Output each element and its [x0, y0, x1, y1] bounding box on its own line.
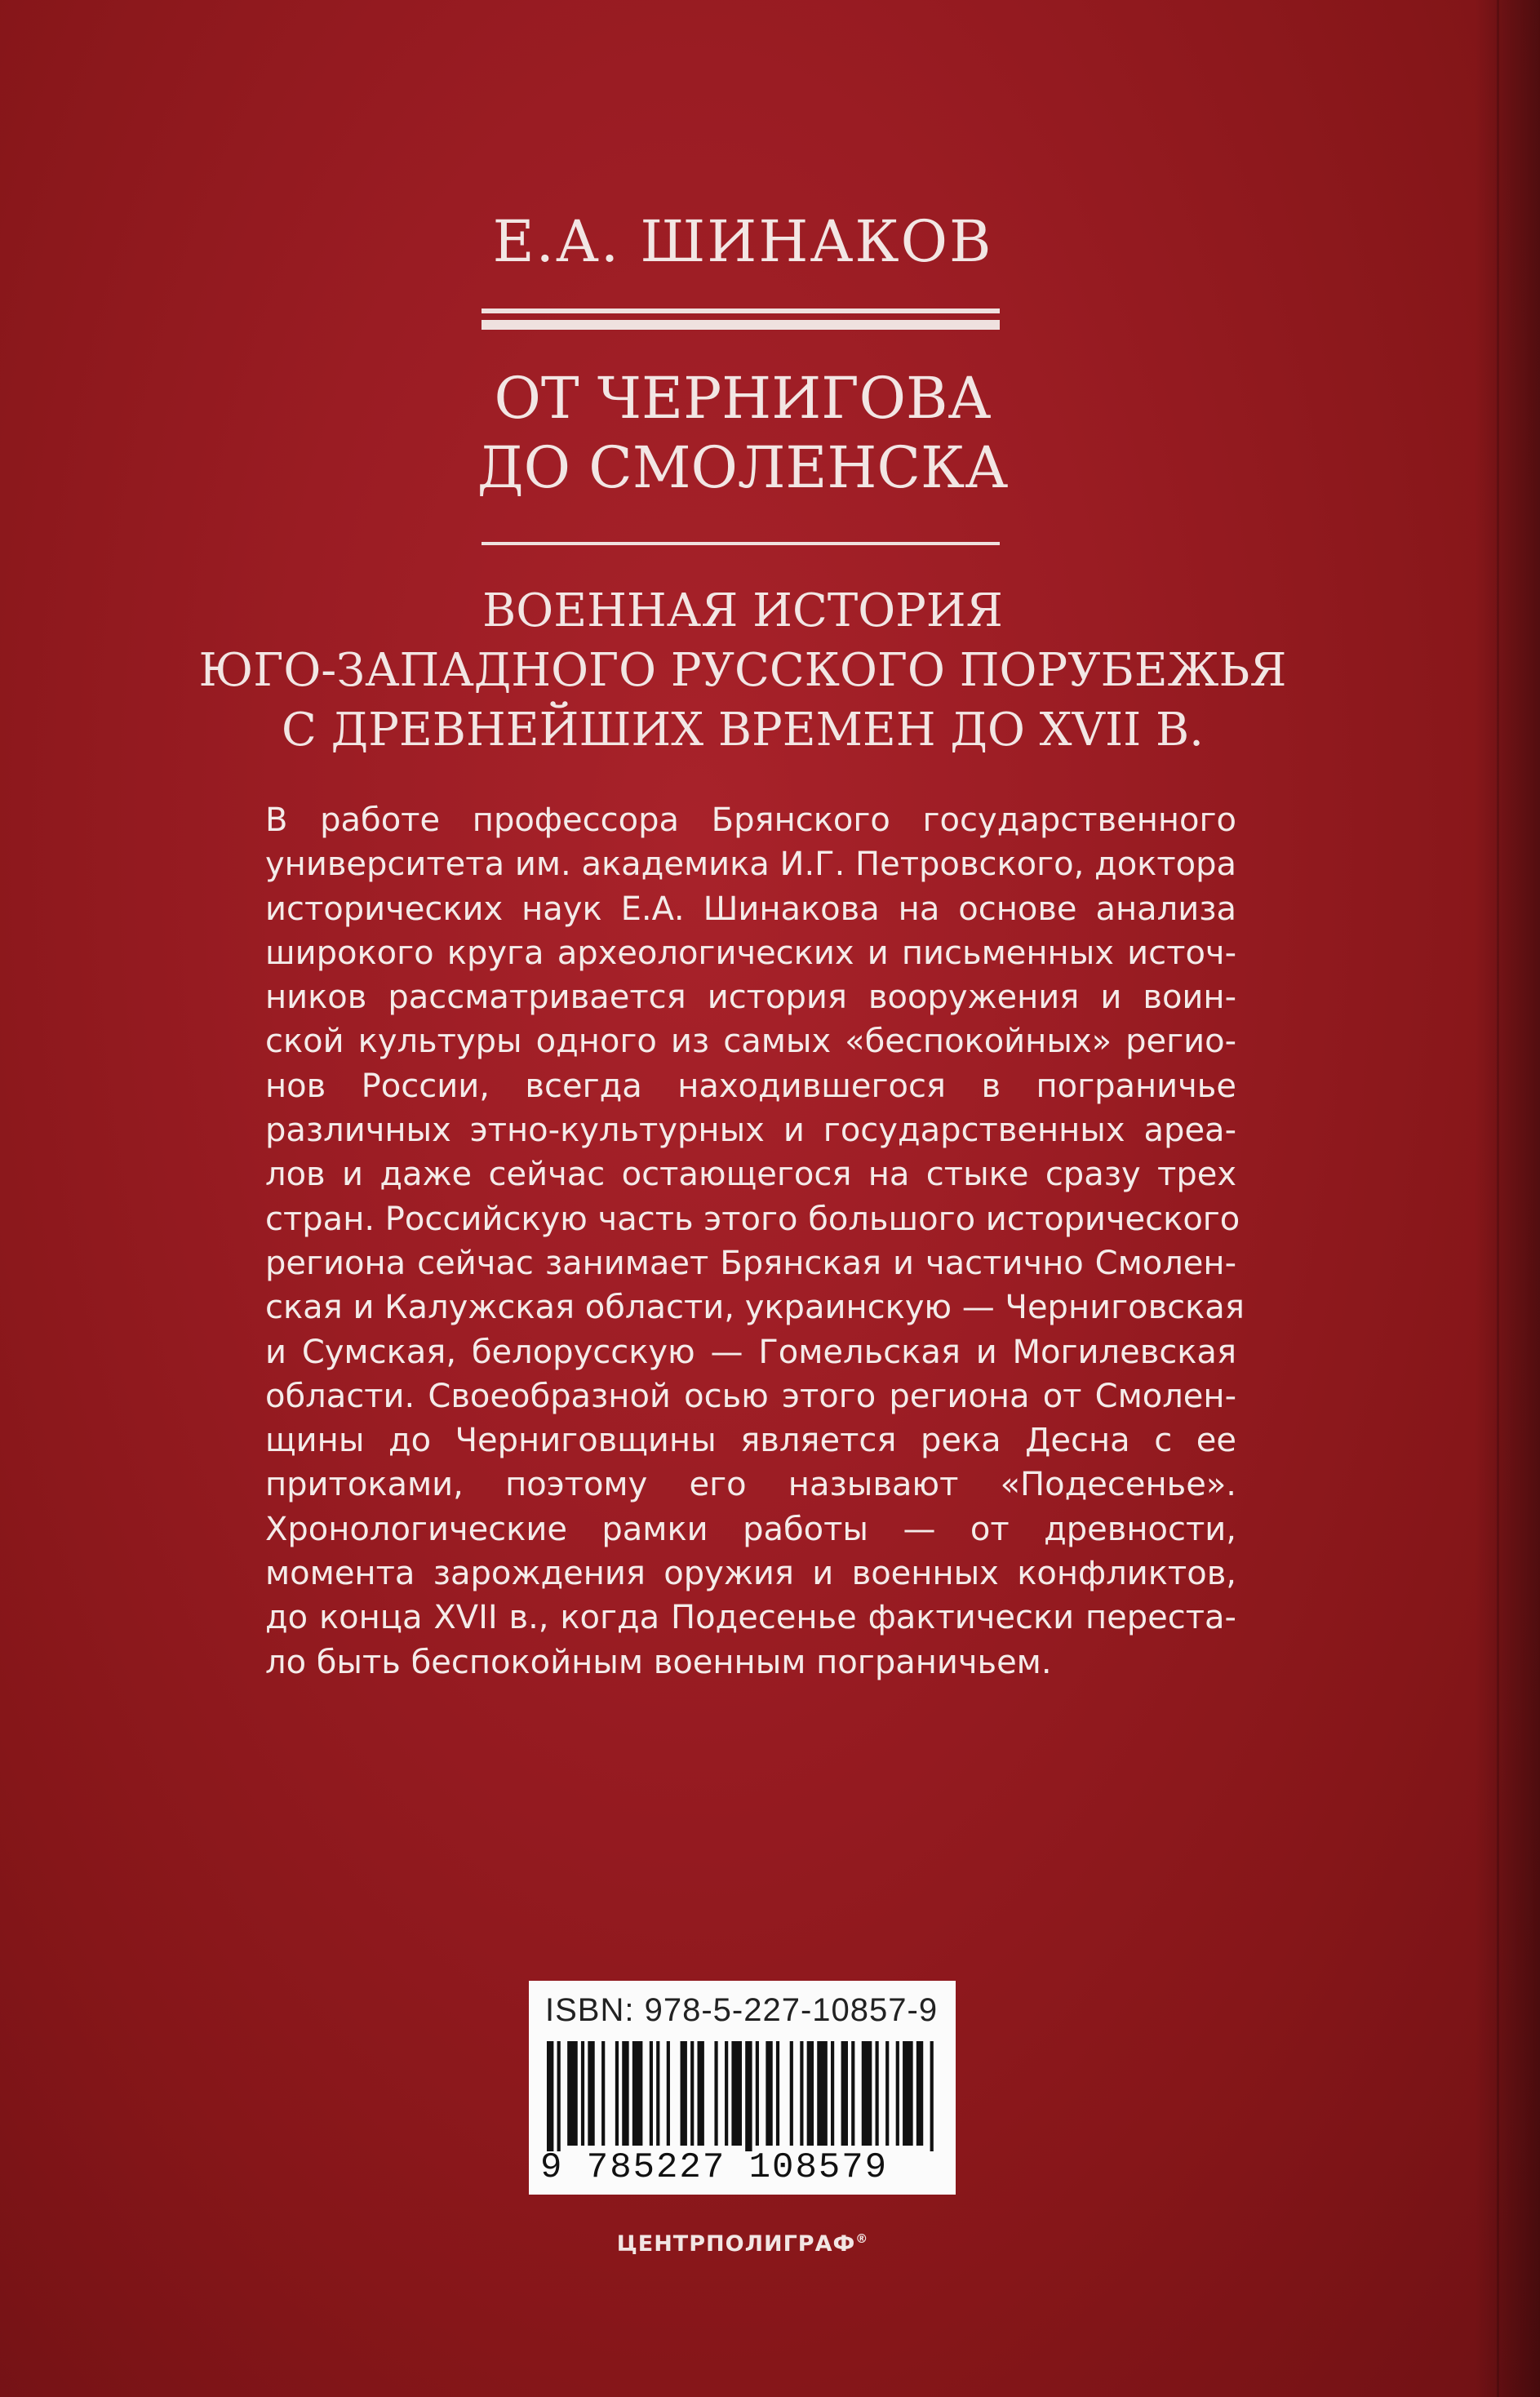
- publisher-name: ЦЕНТРПОЛИГРАФ: [616, 2231, 856, 2257]
- publisher-logo: [0, 2231, 1485, 2257]
- barcode-bar: [766, 2041, 772, 2146]
- subtitle-line: ЮГО-ЗАПАДНОГО РУССКОГО ПОРУБЕЖЬЯ: [198, 644, 1287, 697]
- annotation-line: щины до Черниговщины является река Десна с ее: [265, 1422, 1236, 1460]
- barcode-bar: [930, 2041, 934, 2151]
- book-title: [0, 364, 1485, 503]
- barcode-bar: [807, 2041, 814, 2146]
- barcode-bar: [714, 2041, 717, 2146]
- barcode-bar: [776, 2041, 779, 2146]
- annotation-line: момента зарождения оружия и военных конфликтов,: [265, 1555, 1236, 1593]
- annotation-line: ников рассматривается история вооружения и воин-: [265, 979, 1236, 1017]
- barcode-bar: [841, 2041, 848, 2146]
- annotation-line: стран. Российскую часть этого большого исторического: [265, 1200, 1240, 1238]
- annotation-line: лов и даже сейчас остающегося на стыке сразу трех: [265, 1156, 1236, 1194]
- barcode-bar: [903, 2041, 913, 2146]
- barcode-bar: [745, 2041, 752, 2151]
- barcode-bar: [885, 2041, 889, 2146]
- barcode-bar: [547, 2041, 553, 2151]
- barcode-bar: [581, 2041, 584, 2146]
- barcode-bar: [632, 2041, 643, 2146]
- annotation-line: различных этно-культурных и государственных ареа-: [265, 1112, 1236, 1150]
- annotation-line: Хронологические рамки работы — от древности,: [265, 1510, 1236, 1548]
- spine-shadow: [1475, 0, 1540, 2397]
- annotation-line: региона сейчас занимает Брянская и частично Смолен-: [265, 1244, 1236, 1282]
- annotation-line: нов России, всегда находившегося в пограничье: [265, 1067, 1236, 1105]
- barcode-bar: [916, 2041, 923, 2146]
- barcode-bar: [817, 2041, 828, 2146]
- barcode-bar: [588, 2041, 594, 2146]
- subtitle-line: ВОЕННАЯ ИСТОРИЯ: [482, 584, 1003, 637]
- barcode-bar: [862, 2041, 872, 2146]
- annotation-line: исторических наук Е.А. Шинакова на основе анализа: [265, 890, 1236, 928]
- barcode-bar: [876, 2041, 879, 2146]
- book-subtitle: [0, 581, 1485, 760]
- barcode-bar: [697, 2041, 703, 2146]
- barcode-bar: [831, 2041, 834, 2146]
- annotation-line: ская и Калужская области, украинскую — Черниговская: [265, 1289, 1245, 1327]
- barcode-bar: [800, 2041, 803, 2146]
- barcode-bar: [851, 2041, 854, 2146]
- annotation-line: и Сумская, белорусскую — Гомельская и Могилевская: [265, 1333, 1236, 1371]
- annotation-line: университета им. академика И.Г. Петровского, доктора: [265, 846, 1236, 884]
- board-edge: [1497, 0, 1499, 2397]
- barcode-bar: [725, 2041, 728, 2146]
- annotation-line: до конца XVII в., когда Подесенье фактически переста-: [265, 1599, 1236, 1637]
- author-name: Е.А. ШИНАКОВ: [492, 208, 993, 275]
- barcode-bar: [690, 2041, 694, 2146]
- barcode-bar: [681, 2041, 687, 2146]
- annotation-line: притоками, поэтому его называют «Подесенье».: [265, 1466, 1236, 1504]
- barcode: [547, 2041, 937, 2151]
- title-line: ОТ ЧЕРНИГОВА: [494, 365, 992, 432]
- double-rule-divider: [482, 309, 1000, 330]
- annotation-line: ской культуры одного из самых «беспокойных» регио-: [265, 1023, 1236, 1061]
- barcode-digits: 9 785227 108579: [540, 2147, 889, 2188]
- barcode-bar: [650, 2041, 653, 2146]
- barcode-bar: [615, 2041, 619, 2146]
- barcode-bar: [601, 2041, 605, 2146]
- barcode-bar: [667, 2041, 670, 2146]
- barcode-bar: [622, 2041, 628, 2146]
- rule-divider: [482, 542, 1000, 545]
- annotation-line: В работе профессора Брянского государственного: [265, 801, 1236, 839]
- title-line: ДО СМОЛЕНСКА: [477, 434, 1009, 501]
- barcode-bar: [790, 2041, 793, 2146]
- barcode-bar: [656, 2041, 659, 2146]
- barcode-bar: [557, 2041, 561, 2151]
- annotation-line: широкого круга археологических и письменных источ-: [265, 934, 1236, 972]
- barcode-bar: [567, 2041, 578, 2146]
- barcode-bar: [731, 2041, 742, 2146]
- barcode-bar: [756, 2041, 759, 2146]
- isbn-label: [529, 1981, 956, 2195]
- annotation-line: ло быть беспокойным военным пограничьем.: [265, 1643, 1052, 1681]
- subtitle-line: С ДРЕВНЕЙШИХ ВРЕМЕН ДО XVII В.: [282, 704, 1204, 757]
- isbn-text: ISBN: 978-5-227-10857-9: [545, 1992, 939, 2028]
- barcode-bar: [896, 2041, 899, 2146]
- registered-mark: ®: [855, 2231, 869, 2246]
- book-annotation: [265, 798, 1245, 1685]
- annotation-line: области. Своеобразной осью этого региона от Смолен-: [265, 1377, 1236, 1415]
